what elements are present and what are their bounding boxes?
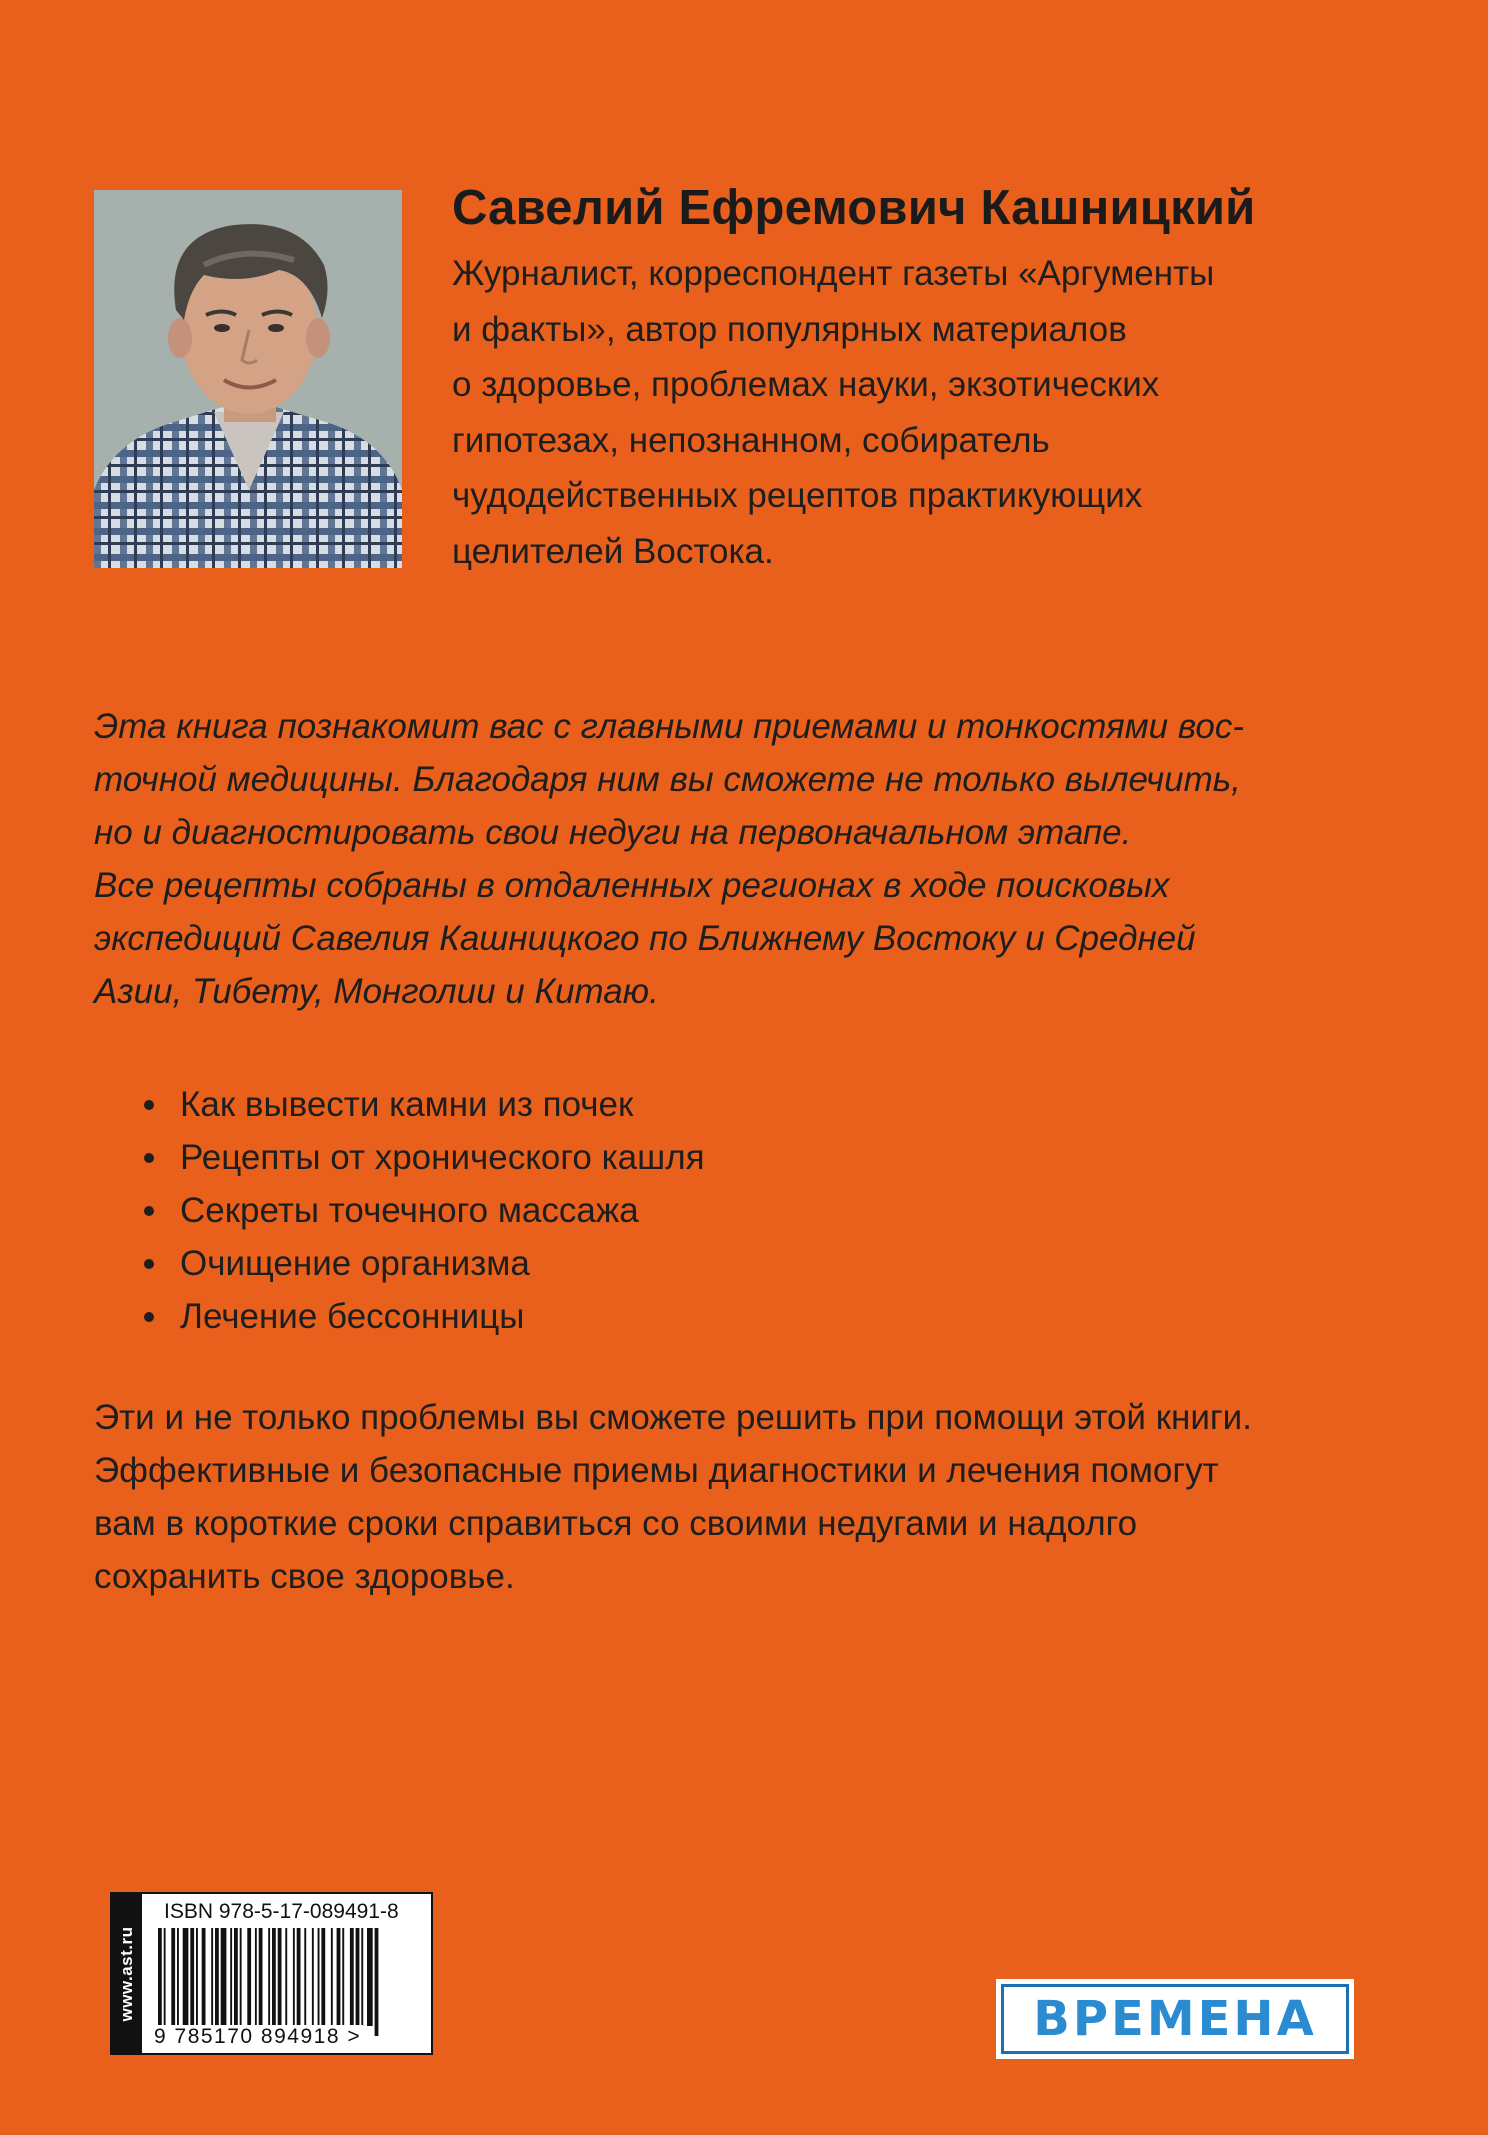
- barcode-bar: [375, 1928, 379, 2036]
- list-item-label: Секреты точечного массажа: [180, 1191, 639, 1230]
- barcode-bar: [234, 1928, 238, 2026]
- barcode-bar: [259, 1928, 263, 2026]
- barcode-bar: [297, 1928, 301, 2026]
- intro-line: экспедиций Савелия Кашницкого по Ближнему Востоку и Средней: [94, 919, 1196, 958]
- barcode-bar: [177, 1928, 179, 2026]
- author-bio: [452, 246, 1352, 579]
- barcode-bar: [171, 1928, 175, 2026]
- intro-line: точной медицины. Благодаря ним вы сможете не только вылечить,: [94, 760, 1241, 799]
- ean-digits: 9 785170 894918 >: [154, 2025, 362, 2048]
- list-item: [94, 1131, 705, 1184]
- barcode-bar: [293, 1928, 295, 2026]
- barcode-bar: [240, 1928, 242, 2026]
- barcode-bars: [158, 1928, 426, 2038]
- outro-line: сохранить свое здоровье.: [94, 1557, 515, 1596]
- barcode-bar: [196, 1928, 198, 2026]
- author-bio-line: и факты», автор популярных материалов: [452, 309, 1127, 349]
- book-intro: [94, 700, 1424, 1018]
- intro-line: Азии, Тибету, Монголии и Китаю.: [94, 972, 659, 1011]
- author-bio-line: о здоровье, проблемах науки, экзотических: [452, 365, 1160, 404]
- barcode-bar: [202, 1928, 206, 2026]
- intro-line: но и диагностировать свои недуги на первоначальном этапе.: [94, 813, 1132, 852]
- bullet-icon: [144, 1259, 154, 1269]
- author-bio-line: Журналист, корреспондент газеты «Аргументы: [452, 254, 1215, 293]
- barcode-bar: [350, 1928, 354, 2026]
- barcode-bar: [255, 1928, 257, 2026]
- list-item: [94, 1184, 705, 1237]
- barcode-bar: [230, 1928, 232, 2026]
- barcode-bar: [361, 1928, 363, 2026]
- author-portrait-image: [94, 190, 402, 568]
- barcode-bar: [211, 1928, 213, 2026]
- list-item-label: Рецепты от хронического кашля: [180, 1138, 705, 1177]
- author-bio-line: чудодейственных рецептов практикующих: [452, 476, 1143, 515]
- barcode-bar: [190, 1928, 194, 2026]
- publisher-name: ВРЕМЕНА: [1033, 1991, 1317, 2047]
- list-item-label: Лечение бессонницы: [180, 1297, 525, 1336]
- barcode-bar: [367, 1928, 373, 2026]
- bullet-icon: [144, 1206, 154, 1216]
- barcode-bar: [247, 1928, 251, 2026]
- barcode-bar: [285, 1928, 287, 2026]
- author-photo: [94, 190, 402, 568]
- publisher-logo: [996, 1979, 1354, 2059]
- list-item-label: Очищение организма: [180, 1244, 530, 1283]
- barcode-bar: [183, 1928, 189, 2026]
- isbn-barcode: [110, 1892, 433, 2055]
- barcode-bar: [221, 1928, 227, 2026]
- outro-line: Эти и не только проблемы вы сможете решить при помощи этой книги.: [94, 1398, 1252, 1437]
- barcode-bar: [268, 1928, 270, 2036]
- intro-line: Все рецепты собраны в отдаленных регионах в ходе поисковых: [94, 866, 1170, 905]
- barcode-bar: [278, 1928, 282, 2026]
- author-name: Савелий Ефремович Кашницкий: [452, 181, 1256, 235]
- barcode-bar: [356, 1928, 360, 2026]
- list-item: [94, 1237, 705, 1290]
- bullet-icon: [144, 1153, 154, 1163]
- barcode-bar: [337, 1928, 341, 2026]
- publisher-logo-frame: [1001, 1984, 1349, 2054]
- author-bio-line: целителей Востока.: [452, 531, 774, 571]
- bullet-icon: [144, 1312, 154, 1322]
- list-item: [94, 1290, 705, 1343]
- barcode-bar: [164, 1928, 166, 2036]
- barcode-bar: [312, 1928, 314, 2026]
- book-outro: [94, 1391, 1434, 1603]
- outro-line: Эффективные и безопасные приемы диагностики и лечения помогут: [94, 1451, 1219, 1490]
- author-bio-line: гипотезах, непознанном, собиратель: [452, 420, 1050, 460]
- barcode-bar: [158, 1928, 162, 2036]
- barcode-bar: [318, 1928, 320, 2026]
- barcode-bar: [304, 1928, 306, 2026]
- publisher-site-strip: [112, 1894, 142, 2053]
- outro-line: вам в короткие сроки справиться со своими недугами и надолго: [94, 1504, 1138, 1543]
- isbn-number: ISBN 978-5-17-089491-8: [164, 1900, 399, 1923]
- barcode-bar: [331, 1928, 333, 2026]
- topics-list: [94, 1078, 705, 1343]
- list-item: [94, 1078, 705, 1131]
- barcode-bar: [342, 1928, 344, 2026]
- intro-line: Эта книга познакомит вас с главными приемами и тонкостями вос-: [94, 707, 1244, 746]
- list-item-label: Как вывести камни из почек: [180, 1085, 634, 1124]
- barcode-bar: [272, 1928, 276, 2026]
- publisher-site: www.ast.ru: [117, 1925, 136, 2022]
- barcode-bar: [215, 1928, 219, 2026]
- bullet-icon: [144, 1100, 154, 1110]
- barcode-bar: [321, 1928, 325, 2026]
